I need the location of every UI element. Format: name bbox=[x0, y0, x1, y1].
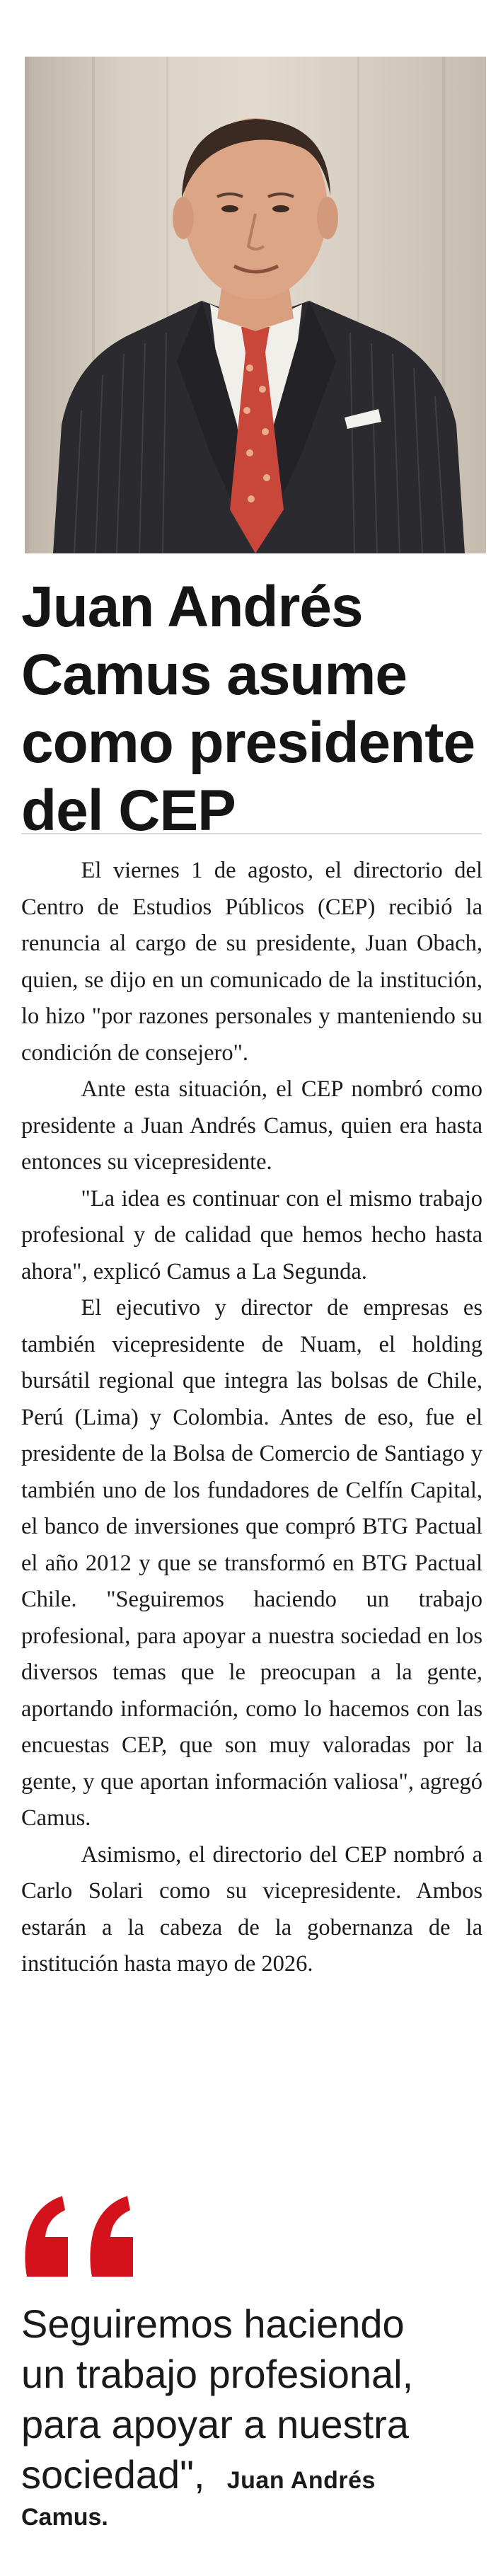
pull-quote-line: Seguiremos haciendo bbox=[21, 2301, 405, 2346]
pull-quote-attribution-continued: Camus. bbox=[21, 2504, 108, 2531]
portrait-illustration bbox=[25, 57, 486, 553]
article-photo bbox=[25, 57, 486, 553]
article-paragraph: El ejecutivo y director de empresas es también vicepresidente de Nuam, el holding bursátil regional que integra las bolsas de Chile, Perú (Lima) y Colombia. Antes de eso, fue el presidente de la Bolsa de Comercio de Santiago y también uno de los fundadores de Celfín Capital, el banco de inversiones que compró BTG Pactual el año 2012 y que se transformó en BTG Pactual Chile. "Seguiremos haciendo un trabajo profesional, para apoyar a nuestra sociedad en los diversos temas que le preocupan a la gente, aportando información, como lo hacemos con las encuestas CEP, que son muy valoradas por la gente, y que aportan información valiosa", agregó Camus. bbox=[21, 1295, 482, 1831]
headline-line: Camus asume bbox=[21, 643, 407, 707]
pull-quote-attribution: Juan Andrés bbox=[226, 2467, 376, 2494]
headline-line: como presidente bbox=[21, 711, 475, 775]
article-body bbox=[21, 853, 482, 1983]
article-paragraph: Ante esta situación, el CEP nombró como presidente a Juan Andrés Camus, quien era hasta entonces su vicepresidente. bbox=[21, 1076, 482, 1175]
headline-line: Juan Andrés bbox=[21, 575, 363, 639]
headline-line: del CEP bbox=[21, 778, 236, 843]
pull-quote-last-line bbox=[21, 2449, 495, 2506]
pull-quote-line: para apoyar a nuestra bbox=[21, 2402, 409, 2446]
pull-quote bbox=[21, 2299, 495, 2533]
article-paragraph: "La idea es continuar con el mismo trabajo profesional y de calidad que hemos hecho hasta ahora", explicó Camus a La Segunda. bbox=[21, 1185, 482, 1284]
headline-divider bbox=[21, 833, 482, 834]
pull-quote-line: un trabajo profesional, bbox=[21, 2352, 414, 2396]
pull-quote-line: sociedad", bbox=[21, 2452, 205, 2497]
article-paragraph: El viernes 1 de agosto, el directorio del Centro de Estudios Públicos (CEP) recibió la renuncia al cargo de su presidente, Juan Obach, quien, se dijo en un comunicado de la institución, lo hizo "por razones personales y manteniendo su condición de consejero". bbox=[21, 858, 482, 1066]
quote-mark-icon bbox=[21, 2190, 134, 2279]
headline bbox=[21, 573, 488, 845]
article-paragraph: Asimismo, el directorio del CEP nombró a Carlo Solari como su vicepresidente. Ambos estarán a la cabeza de la gobernanza de la institución hasta mayo de 2026. bbox=[21, 1841, 482, 1977]
